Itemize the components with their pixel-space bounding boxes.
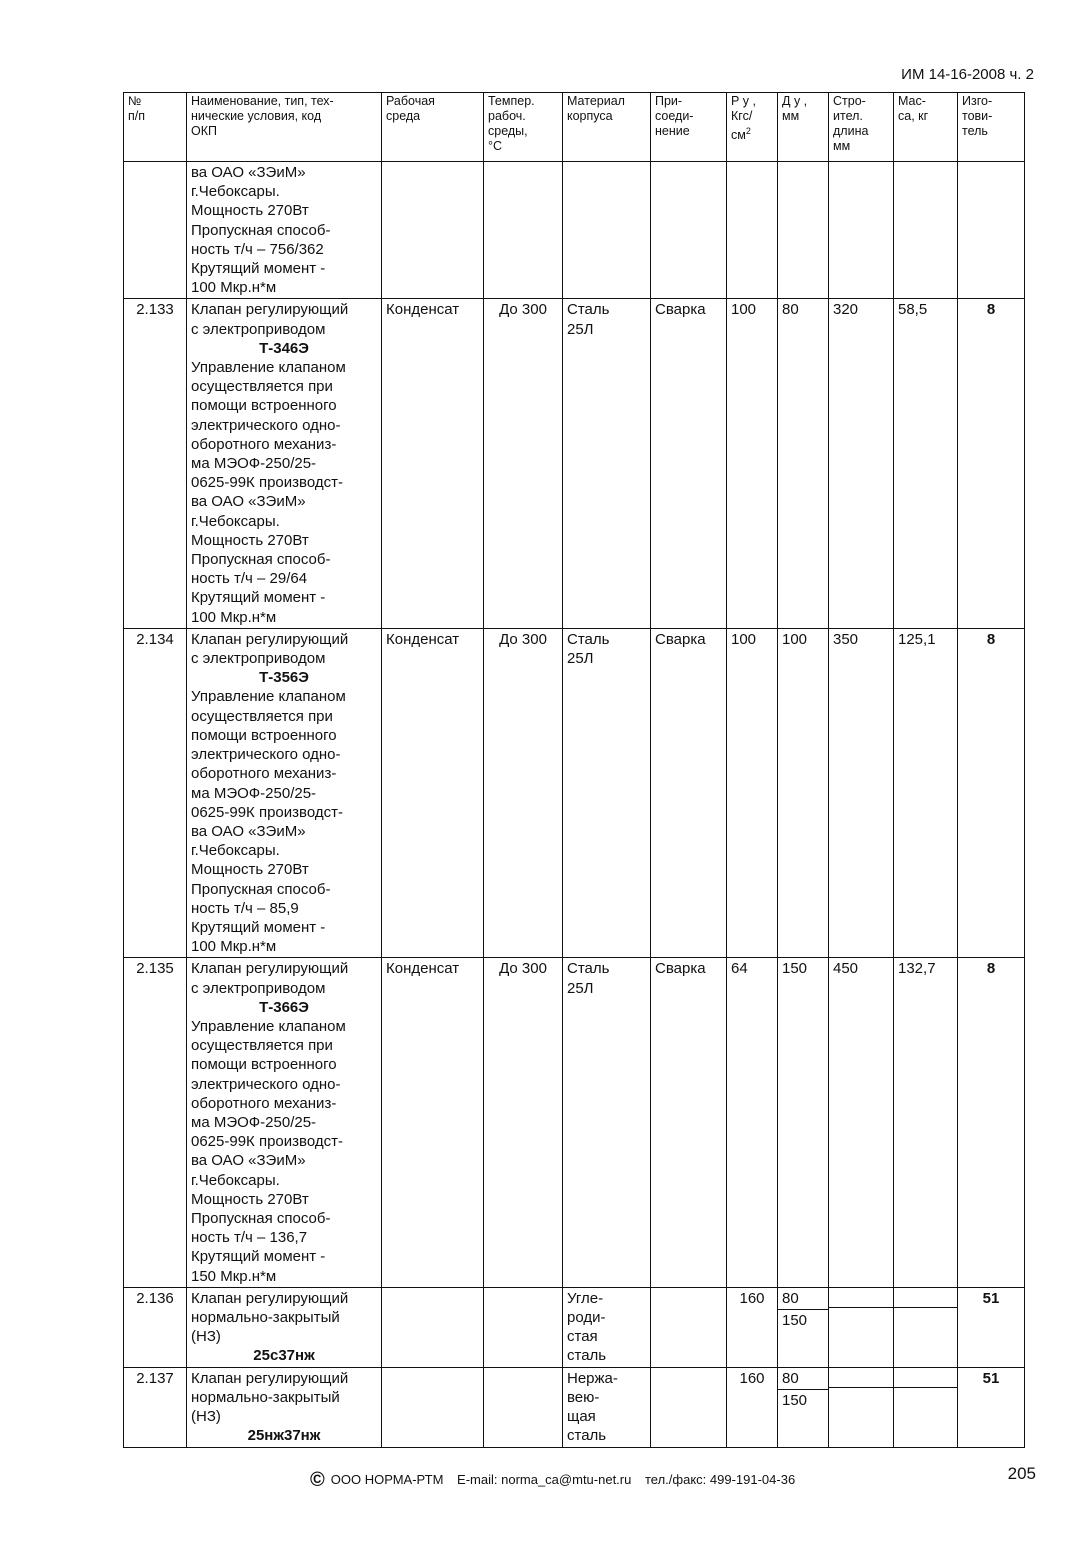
name-line: г.Чебоксары.: [191, 842, 280, 860]
name-line: 0625-99К производст-: [191, 474, 343, 492]
name-line: Клапан регулирующий: [191, 1289, 349, 1307]
cell-medium: Конденсат: [382, 958, 484, 1287]
name-line: Клапан регулирующий: [191, 1369, 349, 1387]
cell-mfr: 51: [958, 1367, 1025, 1447]
name-line: 150 Мкр.н*м: [191, 1267, 277, 1285]
header-no: № п/п: [124, 93, 187, 162]
cell-mass: [894, 162, 958, 299]
name-line: электрического одно-: [191, 746, 341, 764]
cell-dy: 100: [778, 628, 829, 957]
cell-material: Сталь 25Л: [563, 628, 651, 957]
header-connection: При- соеди- нение: [651, 93, 727, 162]
cell-name: [187, 628, 382, 957]
name-line: осуществляется при: [191, 707, 333, 725]
name-line: осуществляется при: [191, 1037, 333, 1055]
name-line: оборотного механиз-: [191, 1094, 337, 1112]
cell-mfr: 8: [958, 958, 1025, 1287]
name-line: Управление клапаном: [191, 1017, 346, 1035]
name-line: с электроприводом: [191, 320, 326, 338]
name-line: помощи встроенного: [191, 1056, 337, 1074]
cell-medium: Конденсат: [382, 628, 484, 957]
cell-material: Сталь 25Л: [563, 958, 651, 1287]
cell-dy: 150: [778, 958, 829, 1287]
name-line: с электроприводом: [191, 650, 326, 668]
name-line: Крутящий момент -: [191, 918, 326, 936]
name-line: электрического одно-: [191, 1075, 341, 1093]
name-line: г.Чебоксары.: [191, 1171, 280, 1189]
header-length: Стро- ител. длина мм: [829, 93, 894, 162]
header-temp: Темпер. рабоч. среды, °С: [484, 93, 563, 162]
cell-mass: [894, 1367, 958, 1447]
type-code: 25с37нж: [253, 1347, 315, 1365]
cell-length: [829, 1367, 894, 1447]
dn-value: 80: [778, 1288, 828, 1310]
name-line: Пропускная способ-: [191, 880, 331, 898]
document-id: ИМ 14-16-2008 ч. 2: [901, 66, 1034, 83]
name-line: Пропускная способ-: [191, 1209, 331, 1227]
cell-temp: До 300: [484, 958, 563, 1287]
name-line: Управление клапаном: [191, 359, 346, 377]
name-line: ность т/ч – 29/64: [191, 570, 308, 588]
table-row: [124, 299, 1025, 628]
dn-value: 80: [778, 1368, 828, 1390]
cell-no: 2.137: [124, 1367, 187, 1447]
name-line: 100 Мкр.н*м: [191, 938, 277, 956]
header-dy: Д у , мм: [778, 93, 829, 162]
cell-name: [187, 1287, 382, 1367]
footer-email: E-mail: norma_ca@mtu-net.ru: [457, 1472, 632, 1487]
name-line: (НЗ): [191, 1408, 221, 1426]
name-line: помощи встроенного: [191, 726, 337, 744]
cell-no: 2.136: [124, 1287, 187, 1367]
name-line: ва ОАО «ЗЭиМ»: [191, 493, 306, 511]
name-line: (НЗ): [191, 1328, 221, 1346]
cell-py: 100: [727, 628, 778, 957]
name-line: Пропускная способ-: [191, 551, 331, 569]
name-line: Крутящий момент -: [191, 1248, 326, 1266]
cell-dy: 80: [778, 299, 829, 628]
cell-temp: [484, 1367, 563, 1447]
cell-name: [187, 958, 382, 1287]
cell-py: 64: [727, 958, 778, 1287]
name-line: ность т/ч – 136,7: [191, 1229, 308, 1247]
name-line: осуществляется при: [191, 378, 333, 396]
cell-name: [187, 162, 382, 299]
name-line: Пропускная способ-: [191, 221, 331, 239]
cell-medium: [382, 162, 484, 299]
cell-py: 100: [727, 299, 778, 628]
cell-material: Угле- роди- стая сталь: [563, 1287, 651, 1367]
cell-mass: 132,7: [894, 958, 958, 1287]
cell-dy: [778, 1287, 829, 1367]
header-row: [124, 93, 1025, 162]
name-line: ва ОАО «ЗЭиМ»: [191, 164, 306, 181]
footer-phone: тел./факс: 499-191-04-36: [644, 1472, 796, 1487]
name-line: нормально-закрытый: [191, 1308, 340, 1326]
name-line: Клапан регулирующий: [191, 630, 349, 648]
cell-no: 2.134: [124, 628, 187, 957]
header-py: Р у , Кгс/ $см^2$: [727, 93, 778, 162]
cell-py: 160: [727, 1367, 778, 1447]
cell-temp: До 300: [484, 628, 563, 957]
cell-material: [563, 162, 651, 299]
name-line: оборотного механиз-: [191, 435, 337, 453]
cell-py: 160: [727, 1287, 778, 1367]
name-line: Мощность 270Вт: [191, 202, 309, 220]
name-line: Мощность 270Вт: [191, 531, 309, 549]
name-line: 100 Мкр.н*м: [191, 279, 277, 297]
cell-mfr: [958, 162, 1025, 299]
name-line: электрического одно-: [191, 416, 341, 434]
header-name: Наименование, тип, тех- нические условия, код ОКП: [187, 93, 382, 162]
cell-mass: 58,5: [894, 299, 958, 628]
cell-dy: [778, 1367, 829, 1447]
name-line: Клапан регулирующий: [191, 960, 349, 978]
cell-length: 350: [829, 628, 894, 957]
copyright-icon: ©: [310, 1469, 325, 1491]
name-line: Крутящий момент -: [191, 589, 326, 607]
cell-length: [829, 1287, 894, 1367]
name-line: нормально-закрытый: [191, 1388, 340, 1406]
name-line: с электроприводом: [191, 979, 326, 997]
cell-medium: [382, 1367, 484, 1447]
cell-temp: [484, 162, 563, 299]
name-line: ность т/ч – 756/362: [191, 240, 324, 258]
name-line: 100 Мкр.н*м: [191, 608, 277, 626]
cell-no: [124, 162, 187, 299]
table-row: [124, 1287, 1025, 1367]
dn-value: 150: [782, 1311, 808, 1329]
cell-temp: [484, 1287, 563, 1367]
type-code: Т-356Э: [259, 669, 309, 687]
footer-org: ООО НОРМА-РТМ: [330, 1472, 444, 1487]
cell-medium: [382, 1287, 484, 1367]
cell-temp: До 300: [484, 299, 563, 628]
cell-connection: Сварка: [651, 299, 727, 628]
valve-table: [123, 92, 1025, 1448]
cell-material: Нержа- вею- щая сталь: [563, 1367, 651, 1447]
cell-mfr: 8: [958, 628, 1025, 957]
cell-length: 450: [829, 958, 894, 1287]
cell-name: [187, 1367, 382, 1447]
name-line: Управление клапаном: [191, 688, 346, 706]
name-line: г.Чебоксары.: [191, 183, 280, 201]
cell-connection: [651, 162, 727, 299]
name-line: г.Чебоксары.: [191, 512, 280, 530]
cell-length: 320: [829, 299, 894, 628]
cell-no: 2.135: [124, 958, 187, 1287]
cell-length: [829, 162, 894, 299]
name-line: ма МЭОФ-250/25-: [191, 1113, 317, 1131]
name-line: Клапан регулирующий: [191, 301, 349, 319]
name-line: Мощность 270Вт: [191, 861, 309, 879]
header-mfr: Изго- тови- тель: [958, 93, 1025, 162]
name-line: 0625-99К производст-: [191, 803, 343, 821]
cell-dy: [778, 162, 829, 299]
cell-medium: Конденсат: [382, 299, 484, 628]
cell-mass: 125,1: [894, 628, 958, 957]
cell-connection: [651, 1367, 727, 1447]
name-line: ма МЭОФ-250/25-: [191, 455, 317, 473]
name-line: ва ОАО «ЗЭиМ»: [191, 822, 306, 840]
table-row: [124, 1367, 1025, 1447]
name-line: ма МЭОФ-250/25-: [191, 784, 317, 802]
name-line: ва ОАО «ЗЭиМ»: [191, 1152, 306, 1170]
type-code: Т-366Э: [259, 998, 309, 1016]
name-line: помощи встроенного: [191, 397, 337, 415]
table-row: [124, 628, 1025, 957]
cell-name: [187, 299, 382, 628]
header-medium: Рабочая среда: [382, 93, 484, 162]
header-mass: Мас- са, кг: [894, 93, 958, 162]
table-row: [124, 958, 1025, 1287]
name-line: оборотного механиз-: [191, 765, 337, 783]
type-code: 25нж37нж: [247, 1427, 321, 1445]
cell-mfr: 51: [958, 1287, 1025, 1367]
cell-mass: [894, 1287, 958, 1367]
name-line: ность т/ч – 85,9: [191, 899, 299, 917]
dn-value: 150: [782, 1391, 808, 1409]
header-material: Материал корпуса: [563, 93, 651, 162]
cell-mfr: 8: [958, 299, 1025, 628]
footer: [310, 1469, 795, 1492]
cell-connection: Сварка: [651, 628, 727, 957]
table-row-continuation: [124, 162, 1025, 299]
name-line: 0625-99К производст-: [191, 1133, 343, 1151]
cell-connection: Сварка: [651, 958, 727, 1287]
type-code: Т-346Э: [259, 339, 309, 357]
name-line: Крутящий момент -: [191, 260, 326, 278]
cell-no: 2.133: [124, 299, 187, 628]
cell-py: [727, 162, 778, 299]
name-line: Мощность 270Вт: [191, 1190, 309, 1208]
cell-material: Сталь 25Л: [563, 299, 651, 628]
cell-connection: [651, 1287, 727, 1367]
page-number: 205: [1007, 1464, 1036, 1483]
